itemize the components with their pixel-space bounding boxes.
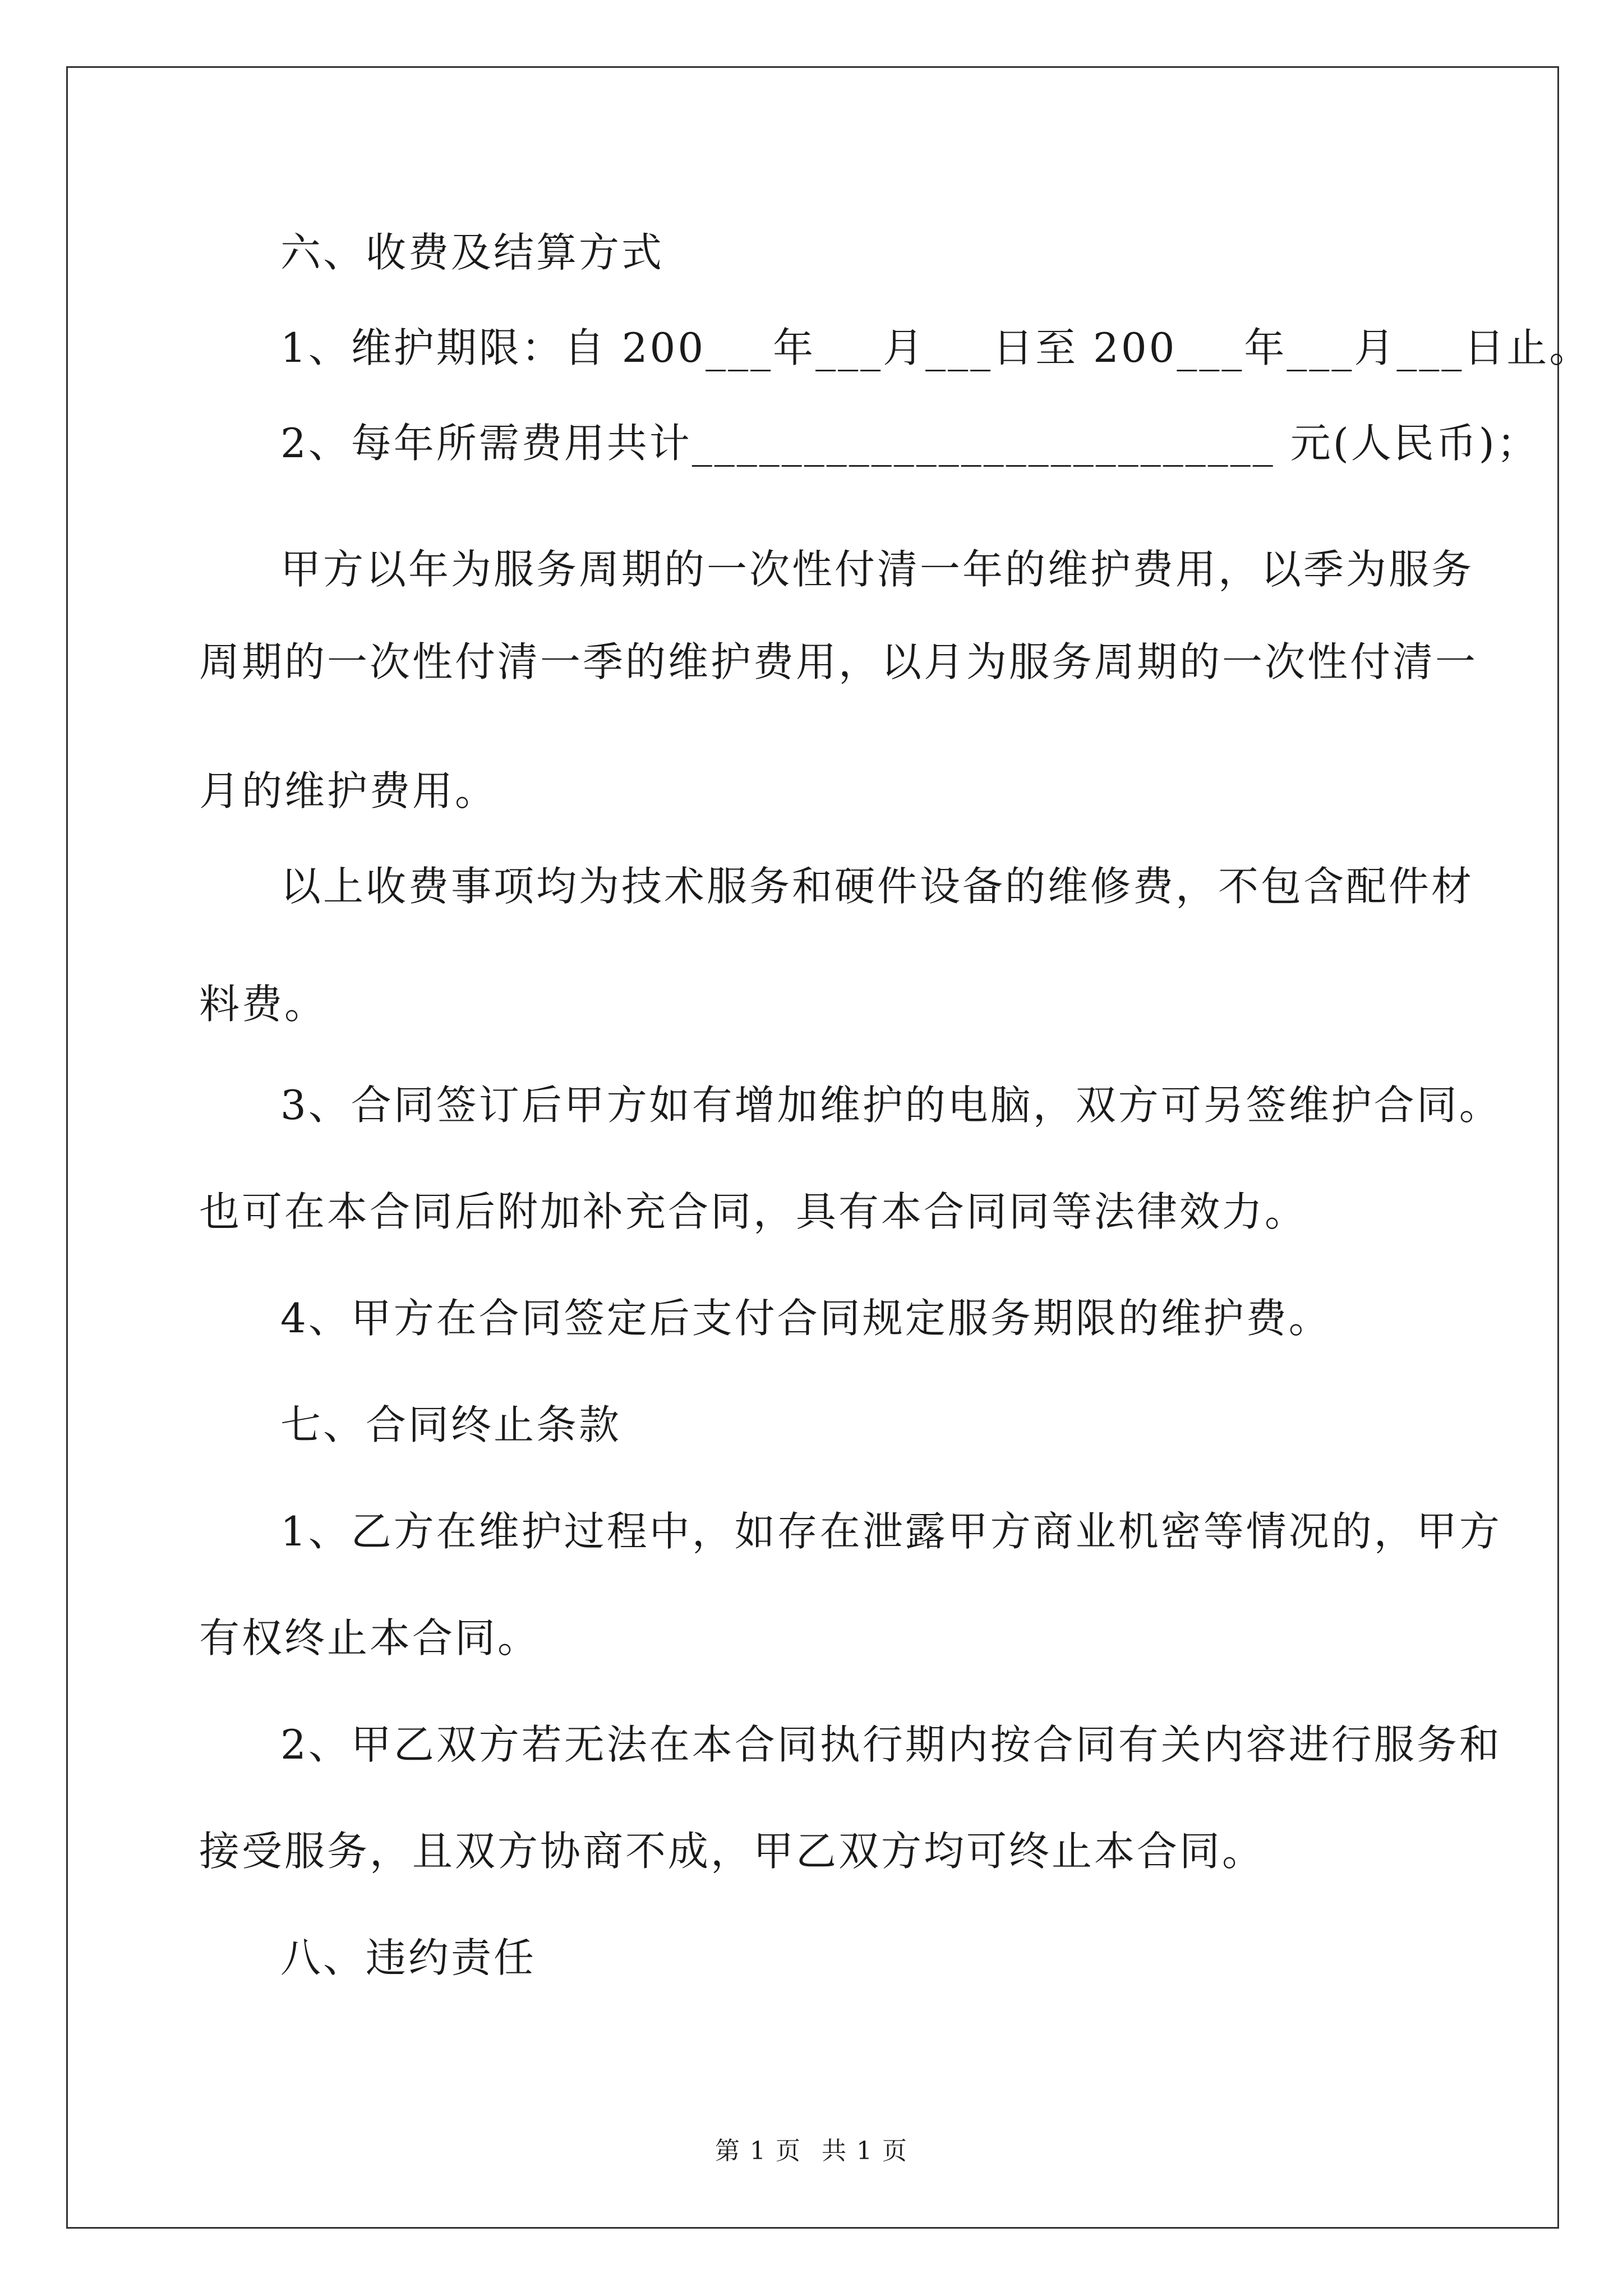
section-heading-liability: 八、违约责任: [280, 1934, 537, 1981]
paragraph-line: 2、甲乙双方若无法在本合同执行期内按合同有关内容进行服务和: [280, 1721, 1502, 1768]
paragraph-line: 甲方以年为服务周期的一次性付清一年的维护费用，以季为服务: [280, 546, 1474, 593]
section-heading-fees: 六、收费及结算方式: [280, 229, 665, 276]
paragraph-line: 周期的一次性付清一季的维护费用，以月为服务周期的一次性付清一: [199, 638, 1478, 685]
paragraph-line: 月的维护费用。: [199, 767, 498, 815]
paragraph-line: 有权终止本合同。: [199, 1614, 541, 1662]
paragraph-line: 也可在本合同后附加补充合同，具有本合同同等法律效力。: [199, 1188, 1308, 1235]
paragraph-line: 2、每年所需费用共计__________________________ 元(人民币)；: [280, 420, 1539, 467]
page-number-total: 共 1 页: [822, 2137, 908, 2165]
paragraph-line: 3、合同签订后甲方如有增加维护的电脑，双方可另签维护合同。: [280, 1082, 1502, 1129]
paragraph-line: 料费。: [199, 981, 328, 1028]
paragraph-line: 1、乙方在维护过程中，如存在泄露甲方商业机密等情况的，甲方: [280, 1508, 1502, 1555]
paragraph-line: 4、甲方在合同签定后支付合同规定服务期限的维护费。: [280, 1295, 1331, 1342]
page-number-current: 第 1 页: [715, 2137, 801, 2165]
paragraph-line: 接受服务，且双方协商不成，甲乙双方均可终止本合同。: [199, 1828, 1265, 1875]
paragraph-line: 以上收费事项均为技术服务和硬件设备的维修费，不包含配件材: [280, 863, 1474, 910]
section-heading-termination: 七、合同终止条款: [280, 1401, 622, 1448]
paragraph-line: 1、维护期限：自 200___年___月___日至 200___年___月___日止。: [280, 324, 1592, 371]
page-footer: [0, 2134, 1623, 2168]
page-border: [66, 66, 1559, 2229]
